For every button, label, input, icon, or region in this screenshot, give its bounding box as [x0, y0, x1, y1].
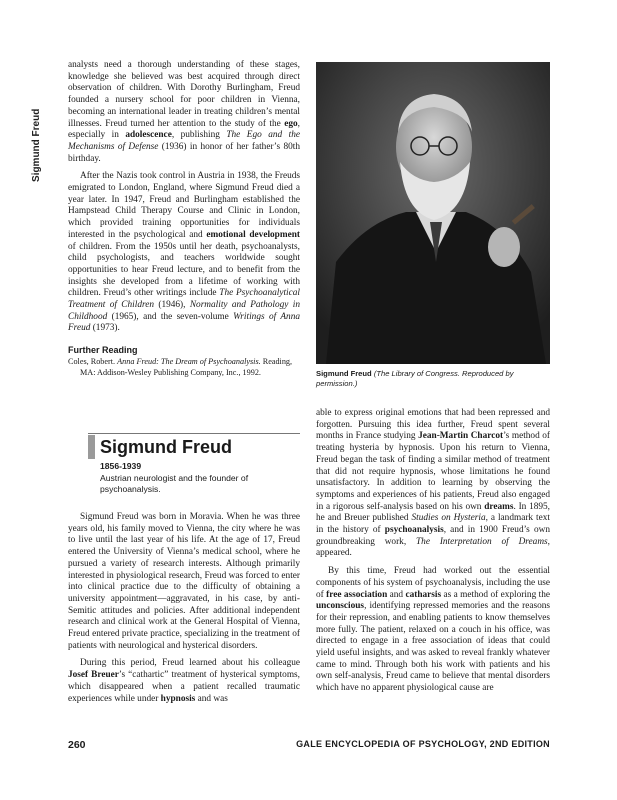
entry-title: Sigmund Freud — [100, 437, 232, 457]
bold-term: psychoanalysis — [384, 525, 444, 536]
further-reading-heading: Further Reading — [68, 345, 138, 356]
text-run: By this time, Freud had worked out the essential components of his system of psychoanalysis, including the use of — [316, 566, 550, 600]
bold-term: dreams — [484, 501, 514, 512]
bold-term: emotional development — [206, 229, 300, 240]
paragraph — [316, 408, 550, 560]
further-reading-entry — [68, 357, 300, 378]
text-run: , and in 1900 Freud’s own groundbreaking work, — [316, 525, 550, 547]
text-run: and — [387, 589, 406, 600]
italic-title: The Ego and the Mechanisms of Defense — [68, 130, 300, 152]
text-run: (1936) in honor of her father’s 80th birthday. — [68, 141, 300, 164]
photo-caption — [316, 369, 550, 388]
paragraph — [68, 60, 300, 165]
entry-dates: 1856-1939 — [100, 461, 142, 471]
text-run: . In 1895, he and Breuer published — [316, 501, 551, 524]
paragraph — [68, 512, 300, 652]
caption-credit: (The Library of Congress. Reproduced by permission.) — [316, 369, 514, 388]
entry-description: Austrian neurologist and the founder of psychoanalysis. — [100, 473, 249, 494]
text-run: , a landmark text in the history of — [316, 513, 550, 536]
paragraph — [316, 566, 550, 695]
portrait-photo — [316, 62, 550, 364]
bold-term: ego — [284, 118, 298, 129]
text-run: (1965), and the seven-volume — [107, 311, 234, 322]
page-number: 260 — [68, 739, 86, 751]
text-run: Sigmund Freud was born in Moravia. When he was three years old, his family moved to Vienna, the city where he was to live until the last year of his life. At the age of 17, Freud entered the University of Vienna’s medical school, where he pursued a variety of research interests. Although primarily interested in physiological research, Freud was forced to enter into clinical practice due to the difficulty of obtaining a university appointment—aggravated, in his case, by anti-Semitic attitudes and policies. After additional independent research and clinical work at the General Hospital of Vienna, Freud entered private practice, specializing in the treatment of patients with neurological and hysterical disorders. — [68, 512, 300, 651]
text-run: analysts need a thorough understanding of these stages, knowledge she believed was best acquired through direct observation of children. With Dorothy Burlingham, Freud founded a nursery school for poor children in Vienna, becoming an international leader in treating children’s mental illnesses. Freud turned her attention to the study of the — [68, 60, 300, 129]
entry-divider — [88, 433, 300, 434]
italic-title: Writings of Anna Freud — [68, 311, 300, 334]
text-run: and was — [195, 693, 228, 704]
bold-term: Josef Breuer — [68, 670, 119, 681]
italic-title: Studies on Hysteria — [411, 513, 486, 524]
text-run: Reading, MA: Addison-Wesley Publishing Company, Inc., 1992. — [80, 357, 293, 377]
bold-term: unconscious — [316, 601, 365, 612]
caption-name: Sigmund Freud — [316, 369, 372, 378]
text-run: (1973). — [90, 323, 120, 334]
paragraph — [68, 658, 300, 705]
text-run: During this period, Freud learned about his colleague — [80, 658, 300, 669]
publication-title: GALE ENCYCLOPEDIA OF PSYCHOLOGY, 2ND EDITION — [296, 739, 550, 749]
text-run: , publishing — [171, 130, 227, 141]
bold-term: free association — [326, 589, 388, 600]
bold-term: catharsis — [405, 589, 442, 600]
text-run: After the Nazis took control in Austria in 1938, the Freuds emigrated to London, England, where Sigmund Freud died a year later. In 1947, Freud and Burlingham established the Hampstead Child Therapy Course and Clinic in London, which provided training opportunities for individuals interested in the psychological and — [68, 171, 300, 240]
text-run: Coles, Robert. — [68, 357, 118, 367]
running-head — [31, 62, 43, 182]
text-run: , especially in — [68, 118, 300, 141]
bold-term: hypnosis — [160, 693, 196, 704]
text-run: ’s method of treating hysteria by hypnosis. Upon his return to Vienna, Freud began the task of finding a similar method of treatment that did not require hypnosis, whose limitations he found unsatisfactory. In addition to learning by observing the symptoms and experiences of his patients, Freud also engaged in a rigorous self-analysis based on his own — [316, 431, 551, 512]
text-run: , appeared. — [316, 536, 550, 559]
italic-title: The Psychoanalytical Treatment of Children — [68, 288, 300, 311]
left-column-entry-body — [68, 512, 300, 705]
left-column-continued — [68, 60, 300, 378]
text-run: ’s “cathartic” treatment of hysterical symptoms, which disappeared when a patient recalled traumatic experiences while under — [68, 670, 300, 704]
running-head-text: Sigmund Freud — [31, 108, 42, 182]
italic-title: Anna Freud: The Dream of Psychoanalysis. — [117, 357, 261, 367]
portrait-image — [316, 62, 550, 364]
italic-title: Normality and Pathology in Childhood — [68, 300, 300, 322]
text-run: able to express original emotions that had been repressed and forgotten. Pursuing this idea further, Freud spent several months in France studying — [316, 408, 550, 442]
bold-term: adolescence — [125, 130, 172, 141]
right-column — [316, 408, 550, 695]
text-run: , identifying repressed memories and the reasons for their repression, and enabling patients to know themselves more fully. The patient, relaxed on a couch in his office, was directed to engage in a free association of ideas that could yield useful insights, and was asked to reveal frankly whatever came to mind. Through both his work with patients and his own self-analysis, Freud came to believe that mental disorders which have no apparent physiological cause are — [316, 601, 550, 694]
paragraph — [68, 171, 300, 335]
entry-marker-bar — [88, 435, 95, 459]
text-run: as a method of exploring the — [441, 589, 550, 600]
text-run: of children. From the 1950s until her death, psychoanalysts, child psychologists, and teachers worldwide sought opportunities to hear Freud lecture, and to benefit from the insights she developed from a lifetime of working with children. Freud’s other writings include — [68, 241, 300, 299]
italic-title: The Interpretation of Dreams — [416, 536, 548, 547]
text-run: (1946), — [154, 300, 190, 311]
bold-term: Jean-Martin Charcot — [418, 431, 504, 442]
